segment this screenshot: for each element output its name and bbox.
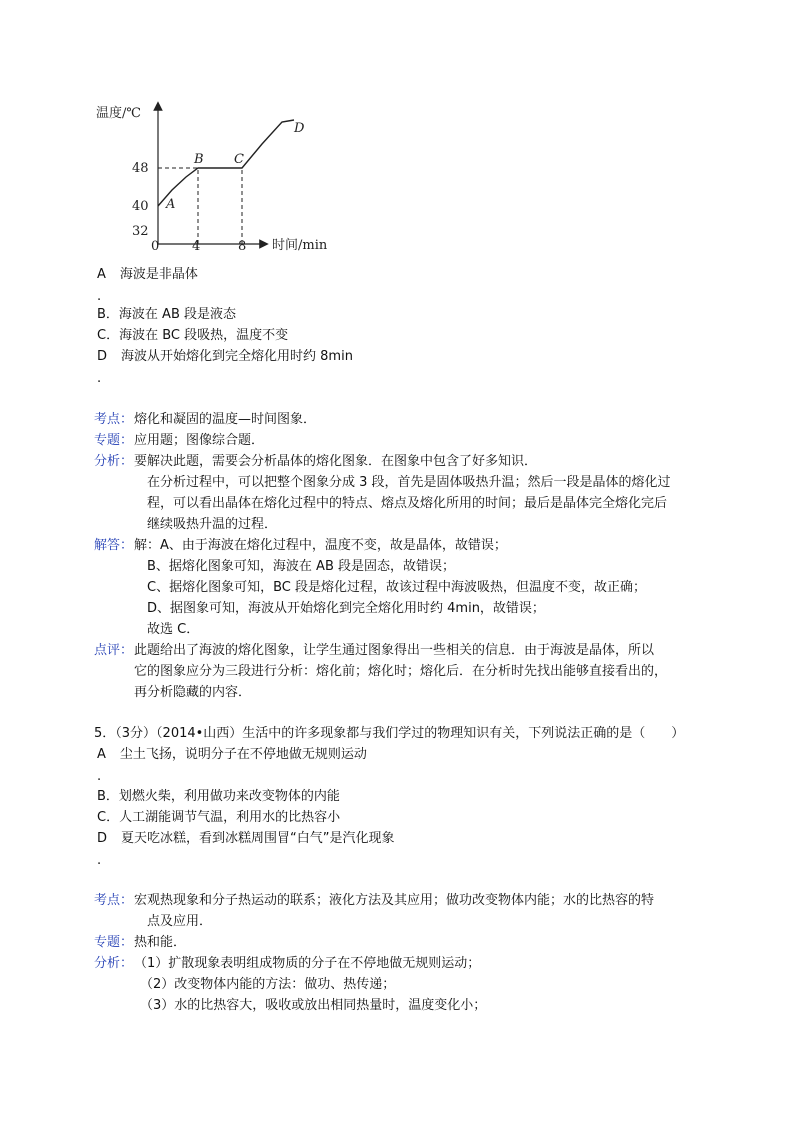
y-tick-32: 32 (132, 224, 149, 239)
q5-option-c: C．人工湖能调节气温，利用水的比热容小 (97, 810, 341, 825)
q4-jieda-line-3: C、据熔化图象可知，BC 段是熔化过程，故该过程中海波吸热，但温度不变，故正确； (147, 580, 646, 595)
melting-graph (92, 98, 342, 260)
q4-option-c: C．海波在 BC 段吸热，温度不变 (97, 328, 289, 343)
x-tick-8: 8 (238, 239, 247, 254)
q5-kaodian-line-2: 点及应用． (147, 914, 213, 929)
point-c-label: C (234, 152, 244, 167)
point-b-label: B (194, 152, 204, 167)
q5-fenxi-line-1: （1）扩散现象表明组成物质的分子在不停地做无规则运动； (134, 956, 481, 971)
q4-fenxi-line-3: 程，可以看出晶体在熔化过程中的特点、熔点及熔化所用的时间；最后是晶体完全熔化完后 (147, 496, 668, 511)
y-tick-40: 40 (132, 199, 149, 214)
point-d-label: D (294, 121, 305, 136)
q4-option-d-dot: . (97, 371, 102, 386)
y-tick-48: 48 (132, 161, 149, 176)
x-tick-4: 4 (192, 239, 201, 254)
y-axis-label: 温度/℃ (96, 106, 141, 121)
q5-zhuanti-text: 热和能． (134, 935, 187, 950)
q5-fenxi-label: 分析： (94, 956, 134, 971)
q4-kaodian-label: 考点： (94, 412, 134, 427)
q4-zhuanti-text: 应用题；图像综合题． (134, 433, 265, 448)
x-tick-0: 0 (151, 239, 160, 254)
q5-option-a-dot: . (97, 769, 102, 784)
q5-stem: 5．（3分）（2014•山西）生活中的许多现象都与我们学过的物理知识有关，下列说法正确的是（ ） (94, 726, 685, 741)
q5-zhuanti-label: 专题： (94, 935, 134, 950)
q4-option-a-dot: . (97, 289, 102, 304)
x-axis-label: 时间/min (272, 238, 328, 253)
q4-fenxi-line-2: 在分析过程中，可以把整个图象分成 3 段，首先是固体吸热升温；然后一段是晶体的熔化过 (147, 475, 671, 490)
q5-kaodian-line-1: 宏观热现象和分子热运动的联系；液化方法及其应用；做功改变物体内能；水的比热容的特 (134, 893, 655, 908)
q5-kaodian-label: 考点： (94, 893, 134, 908)
q4-fenxi-line-1: 要解决此题，需要会分析晶体的熔化图象．在图象中包含了好多知识． (134, 454, 538, 469)
q4-dianping-line-3: 再分析隐藏的内容． (134, 685, 252, 700)
q5-option-d-dot: . (97, 853, 102, 868)
q4-dianping-line-1: 此题给出了海波的熔化图象，让学生通过图象得出一些相关的信息．由于海波是晶体，所以 (134, 643, 655, 658)
q4-option-a: A 海波是非晶体 (97, 267, 198, 282)
q4-jieda-line-5: 故选 C． (147, 622, 200, 637)
q5-fenxi-line-2: （2）改变物体内能的方法：做功、热传递； (140, 977, 396, 992)
q4-dianping-label: 点评： (94, 643, 134, 658)
q4-fenxi-line-4: 继续吸热升温的过程． (147, 517, 278, 532)
q4-option-b: B．海波在 AB 段是液态 (97, 307, 236, 322)
q5-fenxi-line-3: （3）水的比热容大，吸收或放出相同热量时，温度变化小； (140, 998, 487, 1013)
point-a-label: A (166, 197, 176, 212)
q4-jieda-label: 解答： (94, 538, 134, 553)
q4-fenxi-label: 分析： (94, 454, 134, 469)
q4-option-d: D 海波从开始熔化到完全熔化用时约 8min (97, 349, 353, 364)
q4-jieda-line-2: B、据熔化图象可知，海波在 AB 段是固态，故错误； (147, 559, 455, 574)
temperature-curve (158, 120, 294, 206)
q4-zhuanti-label: 专题： (94, 433, 134, 448)
q4-jieda-line-4: D、据图象可知，海波从开始熔化到完全熔化用时约 4min，故错误； (147, 601, 545, 616)
q5-option-a: A 尘土飞扬，说明分子在不停地做无规则运动 (97, 747, 367, 762)
q5-option-b: B．划燃火柴，利用做功来改变物体的内能 (97, 789, 340, 804)
q4-jieda-line-1: 解：A、由于海波在熔化过程中，温度不变，故是晶体，故错误； (134, 538, 507, 553)
q5-option-d: D 夏天吃冰糕，看到冰糕周围冒“白气”是汽化现象 (97, 831, 395, 846)
q4-dianping-line-2: 它的图象应分为三段进行分析：熔化前；熔化时；熔化后．在分析时先找出能够直接看出的， (134, 664, 668, 679)
q4-kaodian-text: 熔化和凝固的温度—时间图象． (134, 412, 317, 427)
